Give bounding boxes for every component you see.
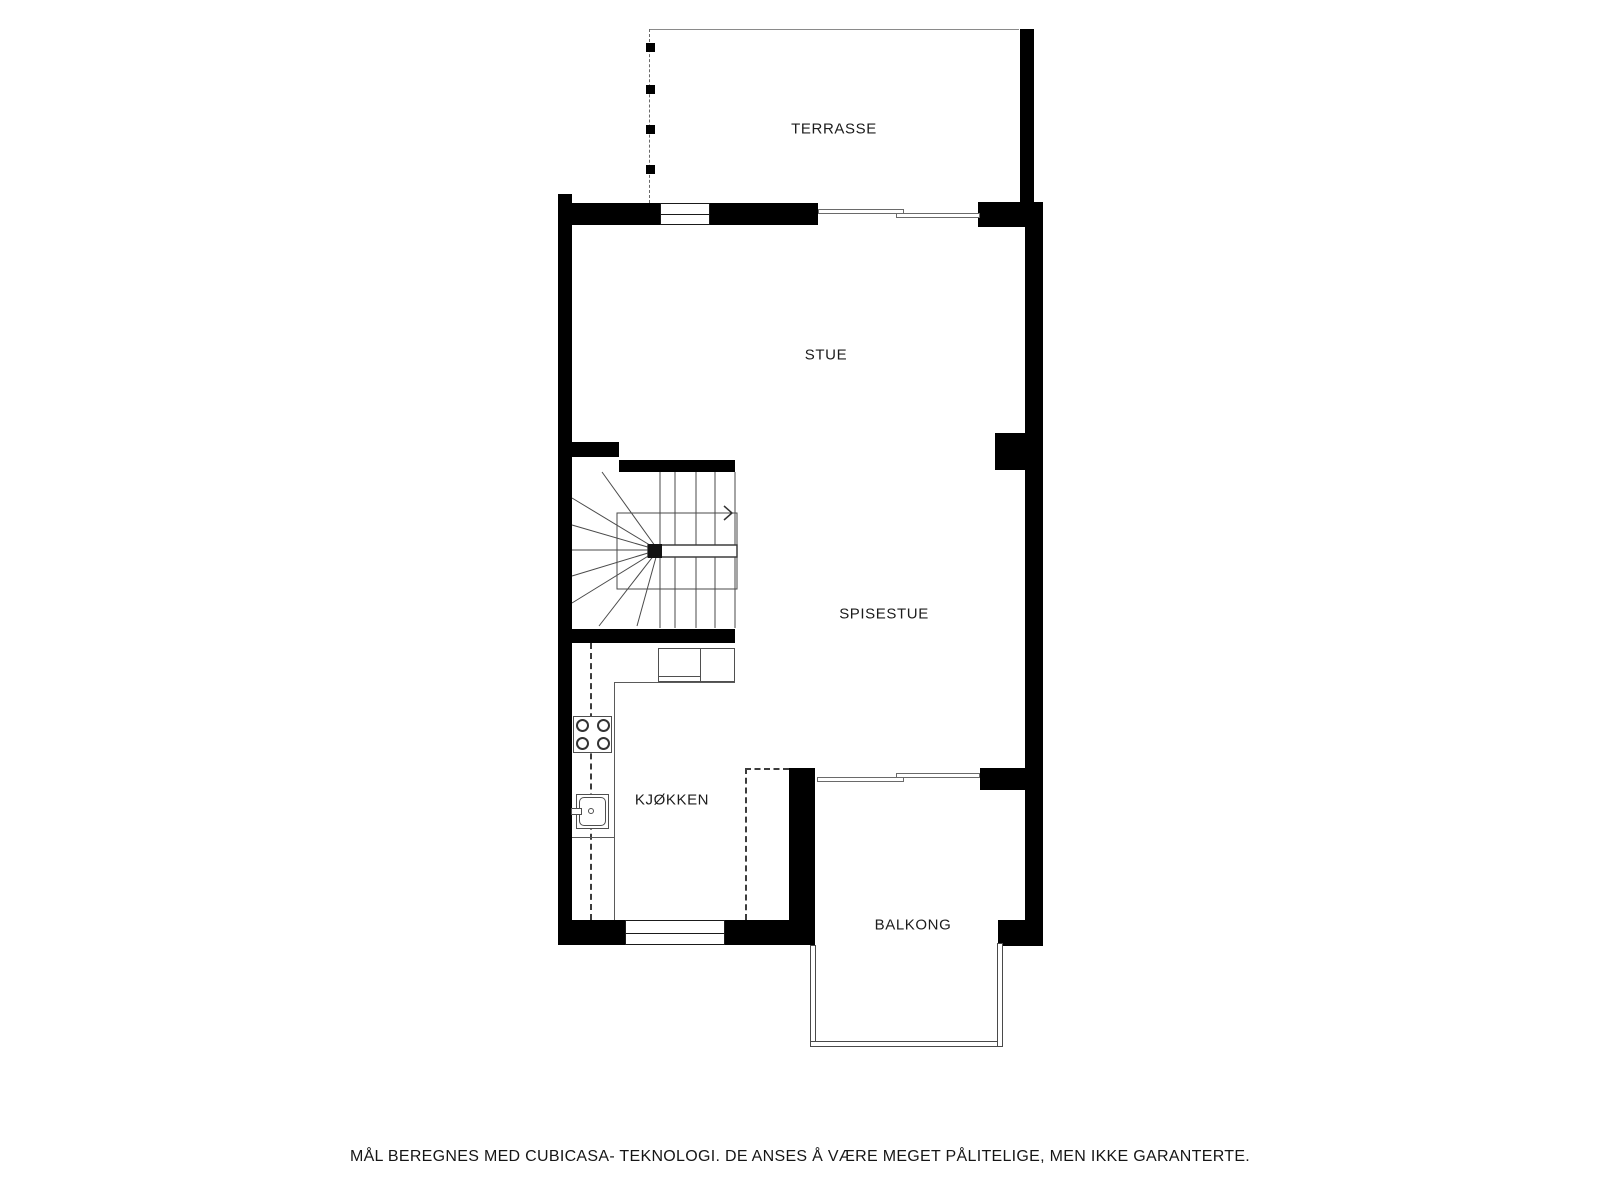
wall-bottom-left-segment xyxy=(558,920,625,945)
stove-burner-icon xyxy=(597,719,610,732)
terrace-post xyxy=(646,125,655,134)
window-bottom xyxy=(625,920,725,945)
balcony-railing-right xyxy=(997,943,1003,1047)
disclaimer-text: MÅL BEREGNES MED CUBICASA- TEKNOLOGI. DE ANSES Å VÆRE MEGET PÅLITELIGE, MEN IKKE GARANTERTE. xyxy=(349,1148,1251,1165)
wall-top-mid-segment xyxy=(710,203,818,225)
kitchen-counter-divider xyxy=(572,837,614,838)
wall-balcony-left xyxy=(789,768,815,945)
sink-drain-icon xyxy=(588,808,594,814)
sliding-door-balcony-right-panel xyxy=(896,773,980,778)
kitchen-wall-cabinet-dashed-line xyxy=(590,643,592,920)
wall-bottom-right-corner xyxy=(998,920,1043,946)
wall-right-pier xyxy=(995,433,1027,470)
window-pane-line xyxy=(625,933,725,934)
kitchen-opening-dashed-horizontal xyxy=(745,768,789,770)
understair-cabinet-right xyxy=(700,648,735,682)
wall-terrace-right xyxy=(1020,29,1034,203)
kitchen-counter-front-vertical xyxy=(614,682,615,920)
window-top xyxy=(660,203,710,225)
balcony-railing-left xyxy=(810,945,816,1045)
sink-faucet-icon xyxy=(571,808,582,815)
stair-winder-treads xyxy=(572,472,658,626)
wall-balcony-door-right xyxy=(980,768,1028,790)
sliding-door-top-left-panel xyxy=(818,209,904,214)
room-label-kjokken: KJØKKEN xyxy=(634,791,710,809)
sliding-door-balcony-left-panel xyxy=(817,777,904,782)
understair-cabinet-handle xyxy=(658,676,701,682)
wall-top-left-segment xyxy=(558,203,660,225)
stove-burner-icon xyxy=(576,719,589,732)
room-label-stue: STUE xyxy=(804,346,848,364)
window-pane-line xyxy=(660,214,710,215)
stove-burner-icon xyxy=(576,737,589,750)
terrace-post xyxy=(646,43,655,52)
terrace-post xyxy=(646,165,655,174)
room-label-balkong: BALKONG xyxy=(874,916,952,934)
sliding-door-top-right-panel xyxy=(896,213,980,218)
terrace-boundary-left-line xyxy=(649,29,650,203)
balcony-railing-bottom xyxy=(810,1041,1003,1047)
wall-bottom-mid-segment xyxy=(725,920,789,945)
room-label-spisestue: SPISESTUE xyxy=(839,605,929,623)
wall-right xyxy=(1025,227,1043,920)
terrace-post xyxy=(646,85,655,94)
wall-top-right-corner xyxy=(978,202,1043,227)
stove-burner-icon xyxy=(597,737,610,750)
kitchen-counter-front-horizontal xyxy=(614,682,735,683)
room-label-terrasse: TERRASSE xyxy=(791,120,877,138)
kitchen-opening-dashed-vertical xyxy=(745,768,747,920)
terrace-boundary-top-line xyxy=(649,29,1019,30)
stair-newel-post xyxy=(648,544,662,558)
staircase xyxy=(555,440,745,650)
